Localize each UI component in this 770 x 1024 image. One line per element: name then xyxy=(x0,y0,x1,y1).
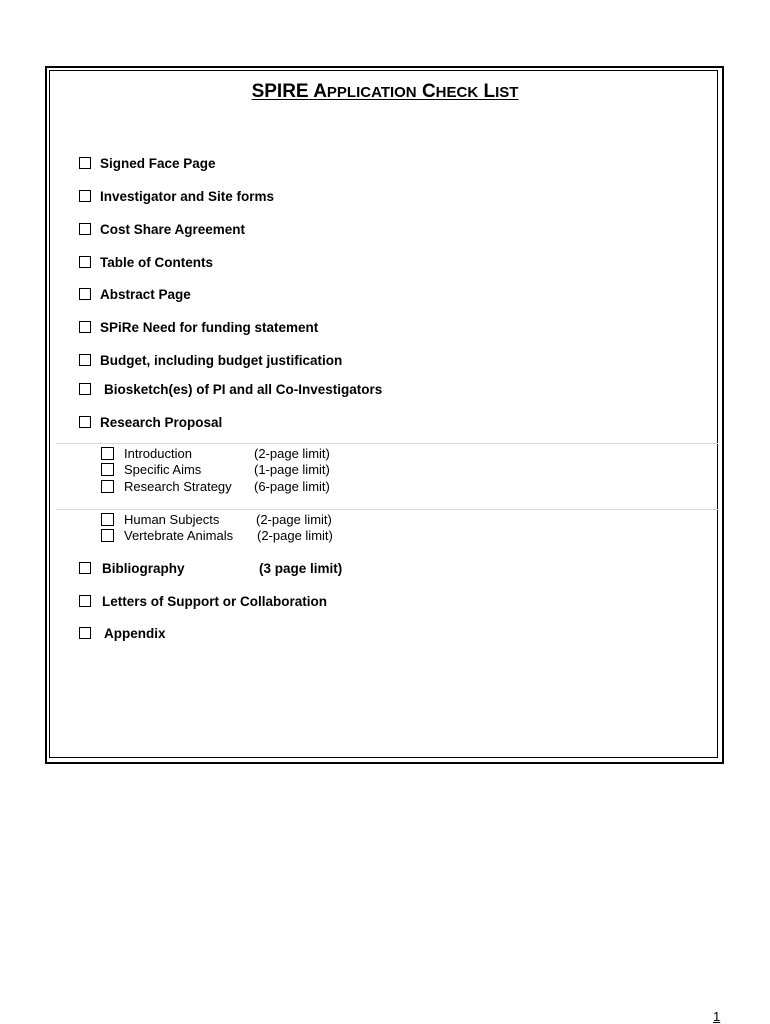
checkbox[interactable] xyxy=(79,288,91,300)
checkbox[interactable] xyxy=(101,463,114,476)
subitem-specific-aims: Specific Aims (1-page limit) xyxy=(101,461,330,477)
checkbox[interactable] xyxy=(79,595,91,607)
checkbox[interactable] xyxy=(79,354,91,366)
page-number: 1 xyxy=(713,1009,721,1024)
checklist-item-abstract-page: Abstract Page xyxy=(79,285,191,303)
section-divider xyxy=(56,509,718,510)
checklist-item-research-proposal: Research Proposal xyxy=(79,413,222,431)
checkbox[interactable] xyxy=(79,190,91,202)
checkbox[interactable] xyxy=(79,562,91,574)
section-divider xyxy=(56,443,718,444)
subitem-introduction: Introduction (2-page limit) xyxy=(101,445,330,461)
subitem-vertebrate-animals: Vertebrate Animals (2-page limit) xyxy=(101,527,333,543)
checklist-item-table-of-contents: Table of Contents xyxy=(79,253,213,271)
checklist-item-bibliography: Bibliography (3 page limit) xyxy=(79,559,342,577)
checkbox[interactable] xyxy=(79,627,91,639)
checklist-item-biosketch: Biosketch(es) of PI and all Co-Investigators xyxy=(79,380,382,398)
checkbox[interactable] xyxy=(79,157,91,169)
checkbox[interactable] xyxy=(79,223,91,235)
checklist-item-investigator-site-forms: Investigator and Site forms xyxy=(79,187,274,205)
page-title: SPIRE APPLICATION CHECK LIST xyxy=(251,81,519,102)
checklist-item-funding-statement: SPiRe Need for funding statement xyxy=(79,318,318,336)
checklist-item-letters-of-support: Letters of Support or Collaboration xyxy=(79,592,327,610)
checkbox[interactable] xyxy=(79,383,91,395)
checklist-item-cost-share: Cost Share Agreement xyxy=(79,220,245,238)
checkbox[interactable] xyxy=(79,256,91,268)
subitem-human-subjects: Human Subjects (2-page limit) xyxy=(101,511,332,527)
checkbox[interactable] xyxy=(79,321,91,333)
checkbox[interactable] xyxy=(79,416,91,428)
checklist-item-budget: Budget, including budget justification xyxy=(79,351,342,369)
checkbox[interactable] xyxy=(101,513,114,526)
checkbox[interactable] xyxy=(101,529,114,542)
checkbox[interactable] xyxy=(101,447,114,460)
checklist-item-appendix: Appendix xyxy=(79,624,166,642)
subitem-research-strategy: Research Strategy (6-page limit) xyxy=(101,478,330,494)
checklist-item-signed-face-page: Signed Face Page xyxy=(79,154,216,172)
checkbox[interactable] xyxy=(101,480,114,493)
